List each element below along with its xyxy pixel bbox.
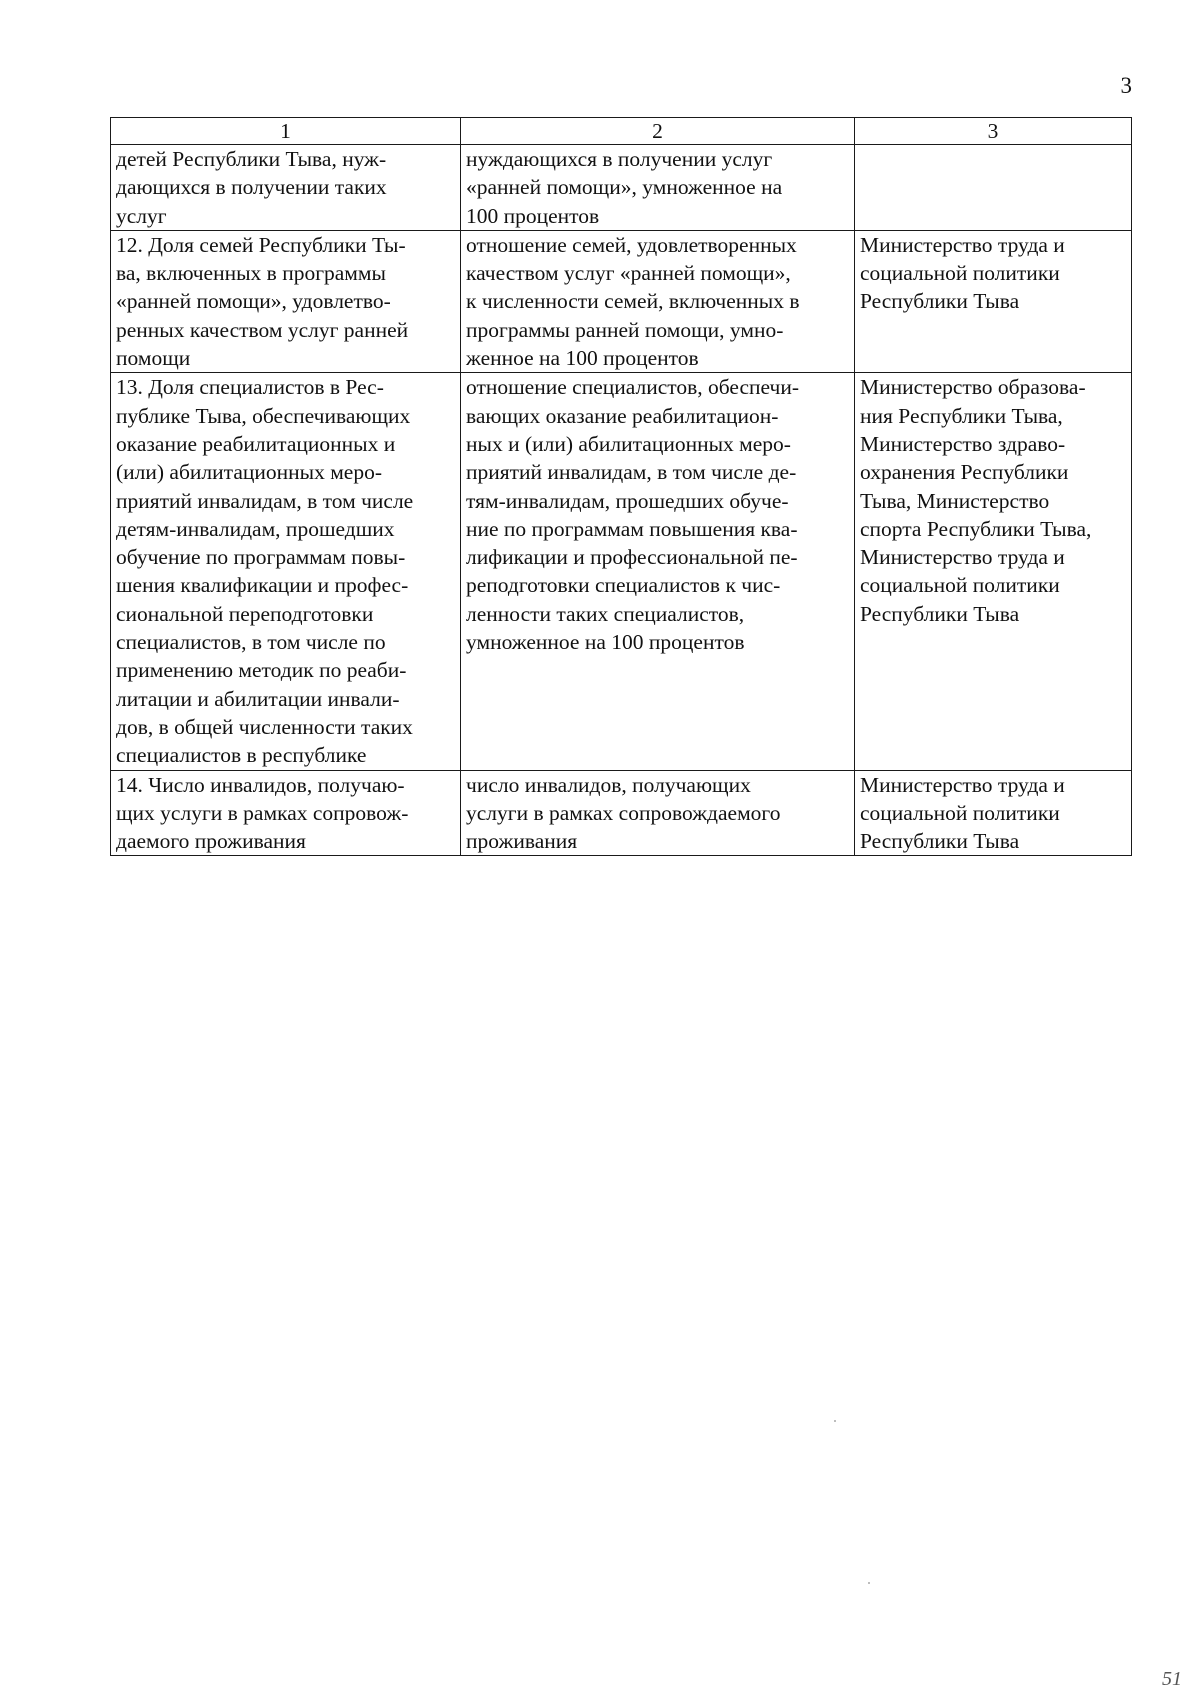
calculation-method-cell: отношение семей, удовлетворенных качеством услуг «ранней помощи», к численности семей, включенных в программы ранней помощи, умно- женное на 100 процентов bbox=[461, 230, 855, 372]
calculation-method-cell: число инвалидов, получающих услуги в рамках сопровождаемого проживания bbox=[461, 770, 855, 856]
footer-mark: 51 bbox=[1162, 1668, 1182, 1690]
indicator-cell: 14. Число инвалидов, получаю- щих услуги в рамках сопровож- даемого проживания bbox=[111, 770, 461, 856]
column-header-1: 1 bbox=[111, 118, 461, 145]
column-header-3: 3 bbox=[855, 118, 1132, 145]
calculation-method-cell: нуждающихся в получении услуг «ранней помощи», умноженное на 100 процентов bbox=[461, 145, 855, 231]
table-row bbox=[111, 770, 1132, 856]
indicator-cell: 13. Доля специалистов в Рес- публике Тыва, обеспечивающих оказание реабилитационных и (или) абилитационных меро- приятий инвалидам, в том числе детям-инвалидам, прошедших обучение по программам повы- шения квалификации и профес- сиональной переподготовки специалистов, в том числе по применению методик по реаби- литации и абилитации инвали- дов, в общей численности таких специалистов в республике bbox=[111, 373, 461, 770]
indicator-cell: 12. Доля семей Республики Ты- ва, включенных в программы «ранней помощи», удовлетво- ренных качеством услуг ранней помощи bbox=[111, 230, 461, 372]
table-row bbox=[111, 145, 1132, 231]
responsible-cell: Министерство труда и социальной политики Республики Тыва bbox=[855, 230, 1132, 372]
column-header-2: 2 bbox=[461, 118, 855, 145]
page-number: 3 bbox=[1120, 73, 1132, 98]
responsible-cell: Министерство образова- ния Республики Тыва, Министерство здраво- охранения Республики Тыва, Министерство спорта Республики Тыва, Министерство труда и социальной политики Республики Тыва bbox=[855, 373, 1132, 770]
scan-speck bbox=[868, 1582, 870, 1584]
calculation-method-cell: отношение специалистов, обеспечи- вающих оказание реабилитацион- ных и (или) абилитационных меро- приятий инвалидам, в том числе де- тям-инвалидам, прошедших обуче- ние по программам повышения ква- лификации и профессиональной пе- реподготовки специалистов к чис- ленности таких специалистов, умноженное на 100 процентов bbox=[461, 373, 855, 770]
scan-speck bbox=[834, 1420, 836, 1422]
responsible-cell bbox=[855, 145, 1132, 231]
indicator-cell: детей Республики Тыва, нуж- дающихся в получении таких услуг bbox=[111, 145, 461, 231]
table-row bbox=[111, 373, 1132, 770]
indicators-table bbox=[110, 117, 1132, 856]
responsible-cell: Министерство труда и социальной политики Республики Тыва bbox=[855, 770, 1132, 856]
table-row bbox=[111, 230, 1132, 372]
table-header-row bbox=[111, 118, 1132, 145]
